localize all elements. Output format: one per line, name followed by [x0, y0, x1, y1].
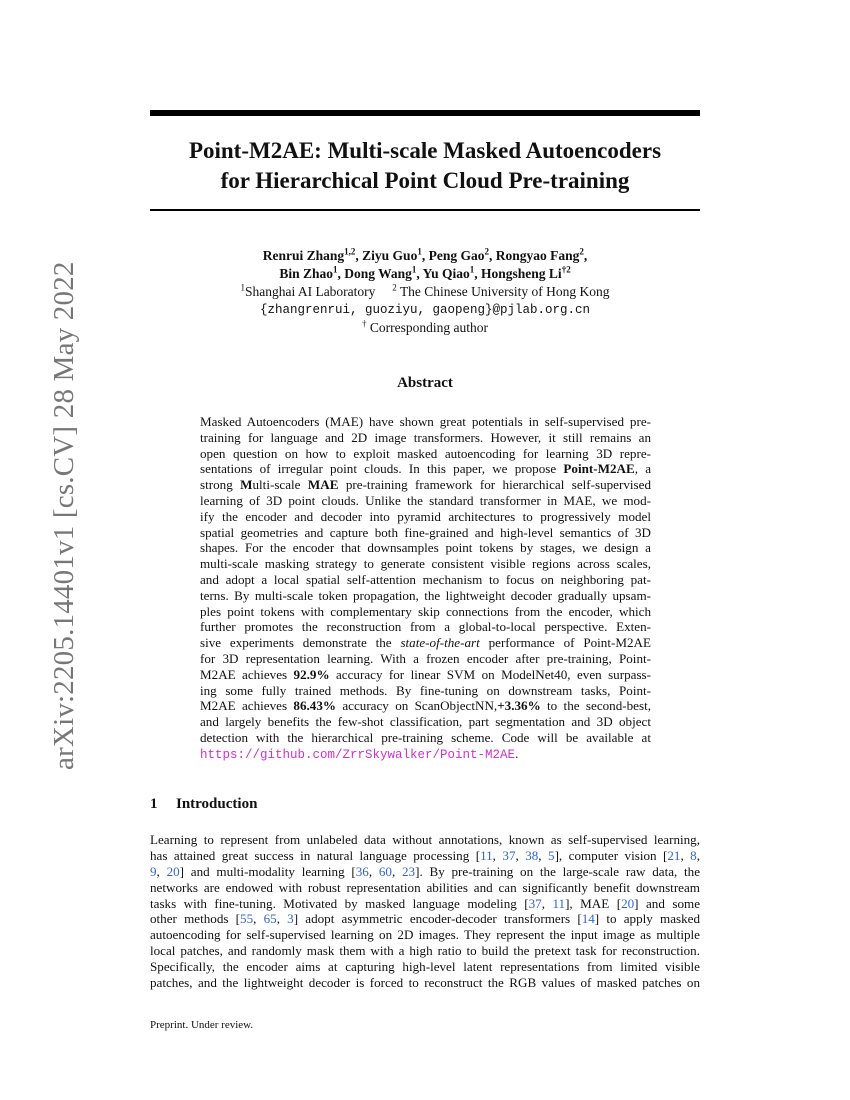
abstract-line: terns. By multi-scale token propagation, the lightweight decoder gradually upsam- [200, 587, 651, 603]
author-emails: {zhangrenrui, guoziyu, gaopeng}@pjlab.org.cn [259, 303, 591, 317]
abstract-line [200, 746, 651, 762]
code-link[interactable]: https://github.com/ZrrSkywalker/Point-M2AE [200, 747, 516, 762]
title-line-1: Point-M2AE: Multi-scale Masked Autoencoders [188, 138, 662, 163]
citation[interactable]: 60 [378, 863, 392, 879]
text: ] to apply masked [594, 911, 701, 927]
text: ] and some [634, 895, 701, 911]
abstract-line: ples point tokens with complementary skip connections from the encoder, which [200, 603, 651, 619]
affiliation-2: The Chinese University of Hong Kong [399, 284, 610, 299]
citation[interactable]: 20 [166, 863, 180, 879]
citation[interactable]: 8 [690, 847, 697, 863]
preprint-footer: Preprint. Under review. [150, 1019, 254, 1031]
affiliations [150, 283, 700, 301]
arxiv-id: arXiv:2205.14401v1 [cs.CV] 28 May 2022 [48, 261, 80, 770]
author-sup: 1 [332, 264, 338, 275]
intro-line: tasks with fine-tuning. Motivated by masked language modeling [37, 11], MAE [20] and some [150, 895, 701, 911]
text: ]. By pre-training on the large-scale raw data, the [415, 863, 701, 879]
introduction-body [150, 832, 700, 991]
abstract-line: and largely benefits the few-shot classification, part segmentation and 3D object [200, 714, 651, 730]
text: M2AE achieves [200, 666, 294, 682]
abstract-line [200, 635, 651, 651]
bold-letter: MAE [307, 477, 339, 493]
result-value: 92.9% [293, 666, 330, 682]
author-sup: 2 [579, 246, 584, 257]
intro-line: autoencoding for self-supervised learning on 2D images. They represent the input image as multiple [150, 927, 700, 943]
text: ], MAE [ [565, 895, 622, 911]
text: ulti-scale [252, 477, 308, 493]
intro-line: local patches, and randomly mask them with a high ratio to build the pretext task for reconstruction. [150, 943, 700, 959]
abstract-line [200, 698, 651, 714]
title-rule-top [150, 110, 700, 116]
corr-sup: † [362, 318, 367, 329]
section-heading-introduction [150, 796, 257, 813]
citation[interactable]: 20 [621, 895, 635, 911]
abstract-body [200, 414, 651, 762]
abstract-line [200, 667, 651, 683]
citation[interactable]: 36 [355, 863, 369, 879]
text: to the second-best, [540, 698, 651, 714]
author: Hongsheng Li [481, 266, 562, 281]
abstract-line [200, 461, 651, 477]
text: ] adopt asymmetric encoder-decoder transformers [ [293, 911, 582, 927]
text: other methods [ [150, 911, 241, 927]
intro-line: Learning to represent from unlabeled data without annotations, known as self-supervised learning, [150, 832, 700, 847]
result-value: +3.36% [497, 698, 541, 714]
affil-sup: 2 [392, 282, 397, 293]
intro-line: patches, and the lightweight decoder is forced to reconstruct the RGB values of masked patches on [150, 975, 700, 991]
abstract-line: training for language and 2D image transformers. However, it still remains an [200, 429, 651, 445]
abstract-line [200, 477, 651, 493]
arxiv-sidebar [20, 261, 80, 770]
abstract-line: spatial geometries and capture both fine-grained and high-level semantics of 3D [200, 524, 651, 540]
method-name: Point-M2AE [563, 461, 635, 477]
citation[interactable]: 23 [402, 863, 416, 879]
author-sup: 1 [417, 246, 422, 257]
text: performance of Point-M2AE [479, 635, 651, 651]
abstract-line: for 3D representation learning. With a frozen encoder after pre-training, Point- [200, 650, 651, 666]
text: strong [200, 477, 241, 493]
intro-line: has attained great success in natural language processing [11, 37, 38, 5], computer vision [21, 8, [150, 847, 700, 863]
abstract-line: detection with the hierarchical pre-training scheme. Code will be available at [200, 729, 651, 745]
text: M2AE achieves [200, 698, 294, 714]
abstract-line: open question on how to exploit masked autoencoding for learning 3D repre- [200, 445, 651, 461]
abstract-line: and adopt a local spatial self-attention mechanism to focus on neighboring pat- [200, 571, 651, 587]
section-title-text: Introduction [176, 796, 258, 812]
abstract-heading: Abstract [397, 375, 453, 391]
result-value: 86.43% [293, 698, 336, 714]
intro-line: other methods [55, 65, 3] adopt asymmetric encoder-decoder transformers [14] to apply masked [150, 911, 701, 927]
abstract-line: shapes. For the encoder that downsamples point tokens by stages, we design a [200, 540, 651, 556]
author-sup: †2 [561, 264, 571, 275]
title-rule-bottom [150, 209, 700, 211]
affiliation-1: Shanghai AI Laboratory [244, 284, 376, 299]
corr-text: Corresponding author [369, 320, 488, 335]
paper-title [150, 136, 700, 196]
author: Peng Gao [428, 248, 485, 263]
author: Yu Qiao [422, 266, 470, 281]
text: accuracy for linear SVM on ModelNet40, even surpass- [329, 666, 651, 682]
citation[interactable]: 11 [552, 895, 566, 911]
abstract-line: further promotes the reconstruction from a global-to-local perspective. Exten- [200, 619, 651, 635]
abstract-line: Masked Autoencoders (MAE) have shown great potentials in self-supervised pre- [200, 414, 651, 429]
author-sup: 2 [484, 246, 489, 257]
abstract-line: ing some fully trained methods. By fine-tuning on downstream tasks, Point- [200, 682, 651, 698]
author: Bin Zhao [279, 266, 333, 281]
citation[interactable]: 3 [287, 911, 294, 927]
intro-line: 9, 20] and multi-modality learning [36, 60, 23]. By pre-training on the large-scale raw data, the [150, 863, 701, 879]
abstract-line: ify the encoder and decoder into pyramid architectures to progressively model [200, 508, 651, 524]
citation[interactable]: 37 [528, 895, 542, 911]
citation[interactable]: 55 [240, 911, 254, 927]
author-names-line-2: Bin Zhao$^1$, Dong Wang$^1$, Yu Qiao$^1$, Hongsheng Li$^{\dagger 2}$ [279, 264, 571, 281]
citation[interactable]: 65 [263, 911, 277, 927]
author-names-line-1: Renrui Zhang$^{1,2}$, Ziyu Guo$^1$, Peng Gao$^2$, Rongyao Fang$^2$, [262, 246, 588, 263]
text: ] and multi-modality learning [ [179, 863, 356, 879]
author: Ziyu Guo [362, 248, 418, 263]
text: sive experiments demonstrate the [200, 635, 401, 651]
bold-letter: M [240, 477, 253, 493]
intro-line: Specifically, the encoder aims at capturing high-level latent representations from limited visible [150, 959, 700, 975]
text: accuracy on ScanObjectNN, [335, 698, 498, 714]
text: pre-training framework for hierarchical self-supervised [338, 477, 651, 493]
text: has attained great success in natural language processing [ [150, 847, 481, 863]
text: sentations of irregular point clouds. In this paper, we propose [200, 461, 557, 477]
text: , a [634, 461, 652, 477]
citation[interactable]: 38 [525, 847, 539, 863]
author-sup: 1 [411, 264, 417, 275]
author-block [150, 247, 700, 337]
citation[interactable]: 5 [548, 847, 555, 863]
citation[interactable]: 21 [667, 847, 681, 863]
text: . [515, 745, 519, 761]
affil-sup: 1 [240, 282, 245, 293]
section-number: 1 [150, 796, 158, 812]
citation[interactable]: 11 [480, 847, 493, 863]
intro-line: networks are endowed with robust representation abilities and can significantly benefit downstream [150, 879, 700, 895]
author: Dong Wang [344, 266, 412, 281]
citation[interactable]: 9 [150, 863, 157, 879]
abstract-line: multi-scale masking strategy to generate consistent visible regions across scales, [200, 556, 651, 572]
citation[interactable]: 14 [581, 911, 595, 927]
corresponding-note [150, 319, 700, 337]
title-line-2: for Hierarchical Point Cloud Pre-training [220, 168, 630, 193]
citation[interactable]: 37 [502, 847, 516, 863]
abstract-line: learning of 3D point clouds. Unlike the standard transformer in MAE, we mod- [200, 492, 651, 508]
emphasis: state-of-the-art [400, 635, 480, 651]
text: tasks with fine-tuning. Motivated by masked language modeling [ [150, 895, 529, 911]
author: Renrui Zhang [262, 248, 345, 263]
text: ], computer vision [ [554, 847, 668, 863]
author-sup: 1,2 [344, 246, 356, 257]
author-sup: 1 [469, 264, 475, 275]
author: Rongyao Fang [495, 248, 580, 263]
